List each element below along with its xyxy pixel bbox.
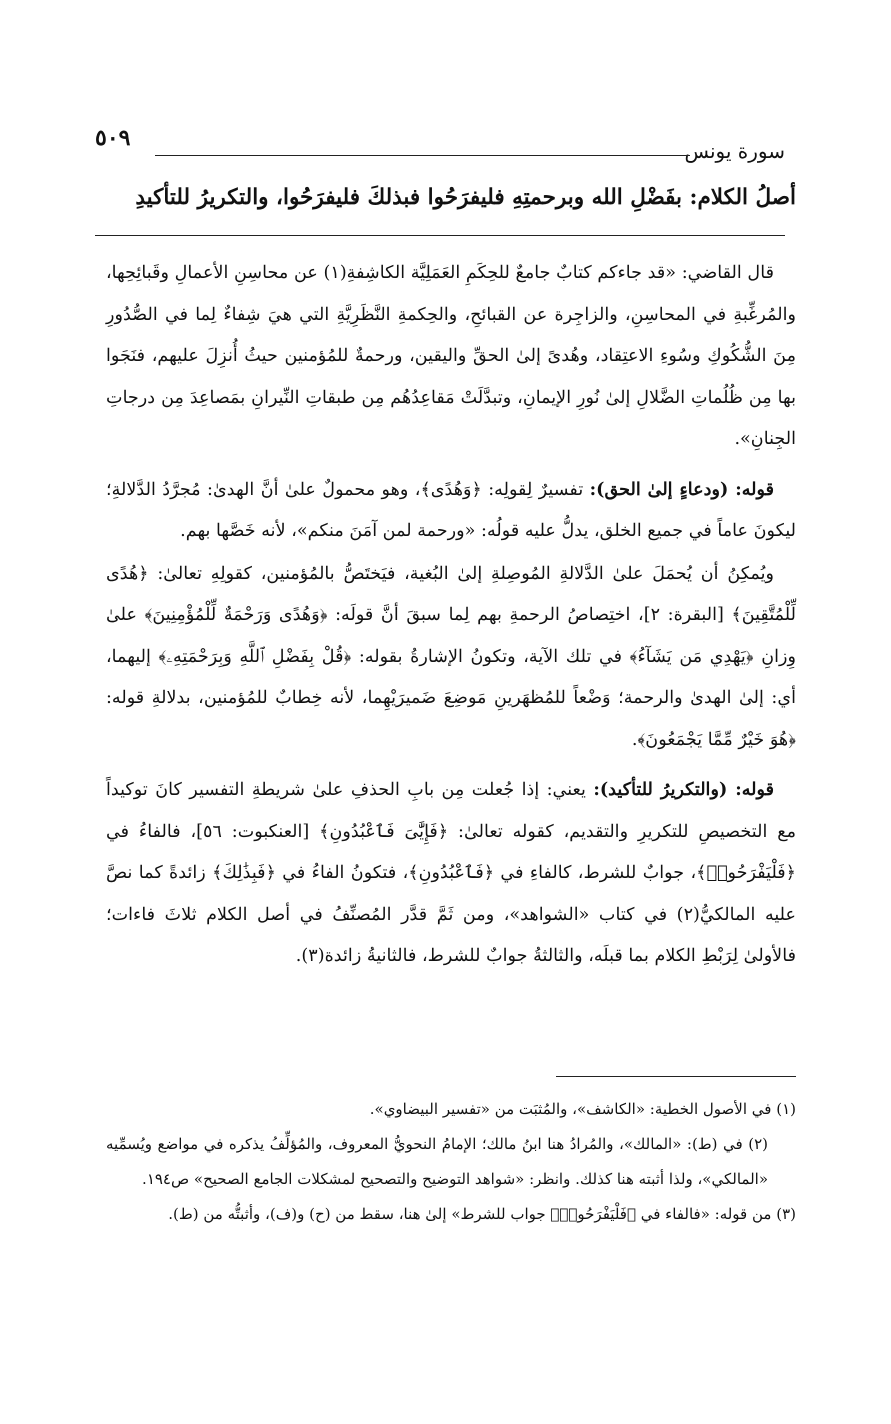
paragraph-lemma: قوله: (ودعاءٍ إلىٰ الحق): <box>589 478 774 500</box>
paragraph <box>106 469 796 553</box>
matn-rule <box>95 235 785 236</box>
paragraph-text: تفسيرٌ لِقولِه: ﴿وَهُدًى﴾، وهو محمولٌ علىٰ أنَّ الهدىٰ: مُجرَّدُ الدَّلالةِ؛ ليكونَ عاماً في جميع الخلق، يدلُّ عليه قولُه: «ورحمة لمن آمَنَ منكم»، لأنه خَصَّها بهم. <box>106 479 796 541</box>
paragraph-lemma: قوله: (والتكريرُ للتأكيد): <box>593 779 774 800</box>
paragraph <box>106 553 796 762</box>
running-header <box>95 125 785 165</box>
surah-name: سورة يونس <box>684 139 785 163</box>
footnote: (٢) في (ط): «المالك»، والمُرادُ هنا ابنُ مالك؛ الإمامُ النحويُّ المعروف، والمُؤلِّفُ يذكره في مواضع ويُسمِّيه «المالكي»، ولذا أثبته هنا كذلك. وانظر: «شواهد التوضيح والتصحيح لمشكلات الجامع الصحيح» ص١٩٤. <box>106 1135 768 1188</box>
paragraph-text: قال القاضي: «قد جاءكم كتابٌ جامعٌ للحِكَمِ العَمَلِيَّة الكاشِفةِ(١) عن محاسِنِ الأعمالِ وقَبائِحِها، والمُرغِّبةِ في المحاسِنِ، والزاجِرة عن القبائحِ، والحِكمةِ النَّظَرِيَّةِ التي هيَ شِفاءٌ لِما في الصُّدُورِ مِنَ الشُّكُوكِ وسُوءِ الاعتِقاد، وهُدىً إلىٰ الحقِّ واليقين، ورحمةٌ للمُؤمنين حيثُ أُنزِلَ عليهم، فنَجَوا بها مِن ظُلُماتِ الضَّلالِ إلىٰ نُورِ الإيمانِ، وتبدَّلَتْ مَقاعِدُهُم مِن طبقاتِ النِّيرانِ بمَصاعِدَ مِن درجاتِ الجِنانِ». <box>106 263 796 449</box>
footnote: (١) في الأصول الخطية: «الكاشف»، والمُثبَت من «تفسير البيضاوي». <box>369 1100 796 1118</box>
header-rule <box>155 155 690 156</box>
page-number: ٥٠٩ <box>95 125 131 151</box>
footnotes <box>106 1092 796 1232</box>
matn-text: أصلُ الكلام: بفَضْلِ الله وبرحمتِهِ فليفرَحُوا فبذلكَ فليفرَحُوا، والتكريرُ للتأكيدِ <box>135 185 796 210</box>
paragraph-text: يعني: إذا جُعلت مِن بابِ الحذفِ علىٰ شريطةِ التفسير كانَ توكيداً مع التخصيصِ للتكريرِ والتقديم، كقوله تعالىٰ: ﴿فَإِيَّٰىَ فَٱعْبُدُونِ﴾ [العنكبوت: ٥٦]، فالفاءُ في ﴿فَلْيَفْرَحُوا۟﴾، جوابٌ للشرط، كالفاءِ في ﴿فَٱعْبُدُونِ﴾، فتكونُ الفاءُ في ﴿فَبِذَٰلِكَ﴾ زائدةً كما نصَّ عليه المالكيُّ(٢) في كتاب «الشواهد»، ومن ثَمَّ قدَّر المُصنِّفُ في أصل الكلام ثلاثَ فاءات؛ فالأولىٰ لِرَبْطِ الكلام بما قبلَه، والثالثةُ جوابٌ للشرط، فالثانيةُ زائدة(٣). <box>106 780 797 966</box>
paragraph <box>106 769 796 978</box>
paragraph-text: ويُمكِنُ أن يُحمَلَ علىٰ الدَّلالةِ المُوصِلةِ إلىٰ البُغية، فيَختَصُّ بالمُؤمنين، كقولِهِ تعالىٰ: ﴿هُدًى لِّلْمُتَّقِينَ﴾ [البقرة: ٢]، اختِصاصُ الرحمةِ بهم لِما سبقَ أنَّ قولَه: ﴿وَهُدًى وَرَحْمَةٌ لِّلْمُؤْمِنِينَ﴾ علىٰ وِزانِ ﴿يَهْدِي مَن يَشَآءُ﴾ في تلك الآية، وتكونُ الإشارةُ بقوله: ﴿قُلْ بِفَضْلِ ٱللَّهِ وَبِرَحْمَتِهِۦ﴾ إليهما، أي: إلىٰ الهدىٰ والرحمة؛ وَضْعاً للمُظهَرينِ مَوضِعَ ضَميرَيْهِما، لأنه خِطابٌ للمُؤمنين، بدلالةِ قوله: ﴿هُوَ خَيْرٌ مِّمَّا يَجْمَعُونَ﴾. <box>106 563 796 750</box>
paragraph <box>106 252 796 461</box>
footnote: (٣) من قوله: «فالفاء في ﴿فَلْيَفْرَحُوا۟﴾ جواب للشرط» إلىٰ هنا، سقط من (ح) و(ف)، وأثبتُّه من (ط). <box>168 1205 796 1223</box>
footnote-rule <box>556 1076 796 1077</box>
commentary-body <box>106 252 796 978</box>
